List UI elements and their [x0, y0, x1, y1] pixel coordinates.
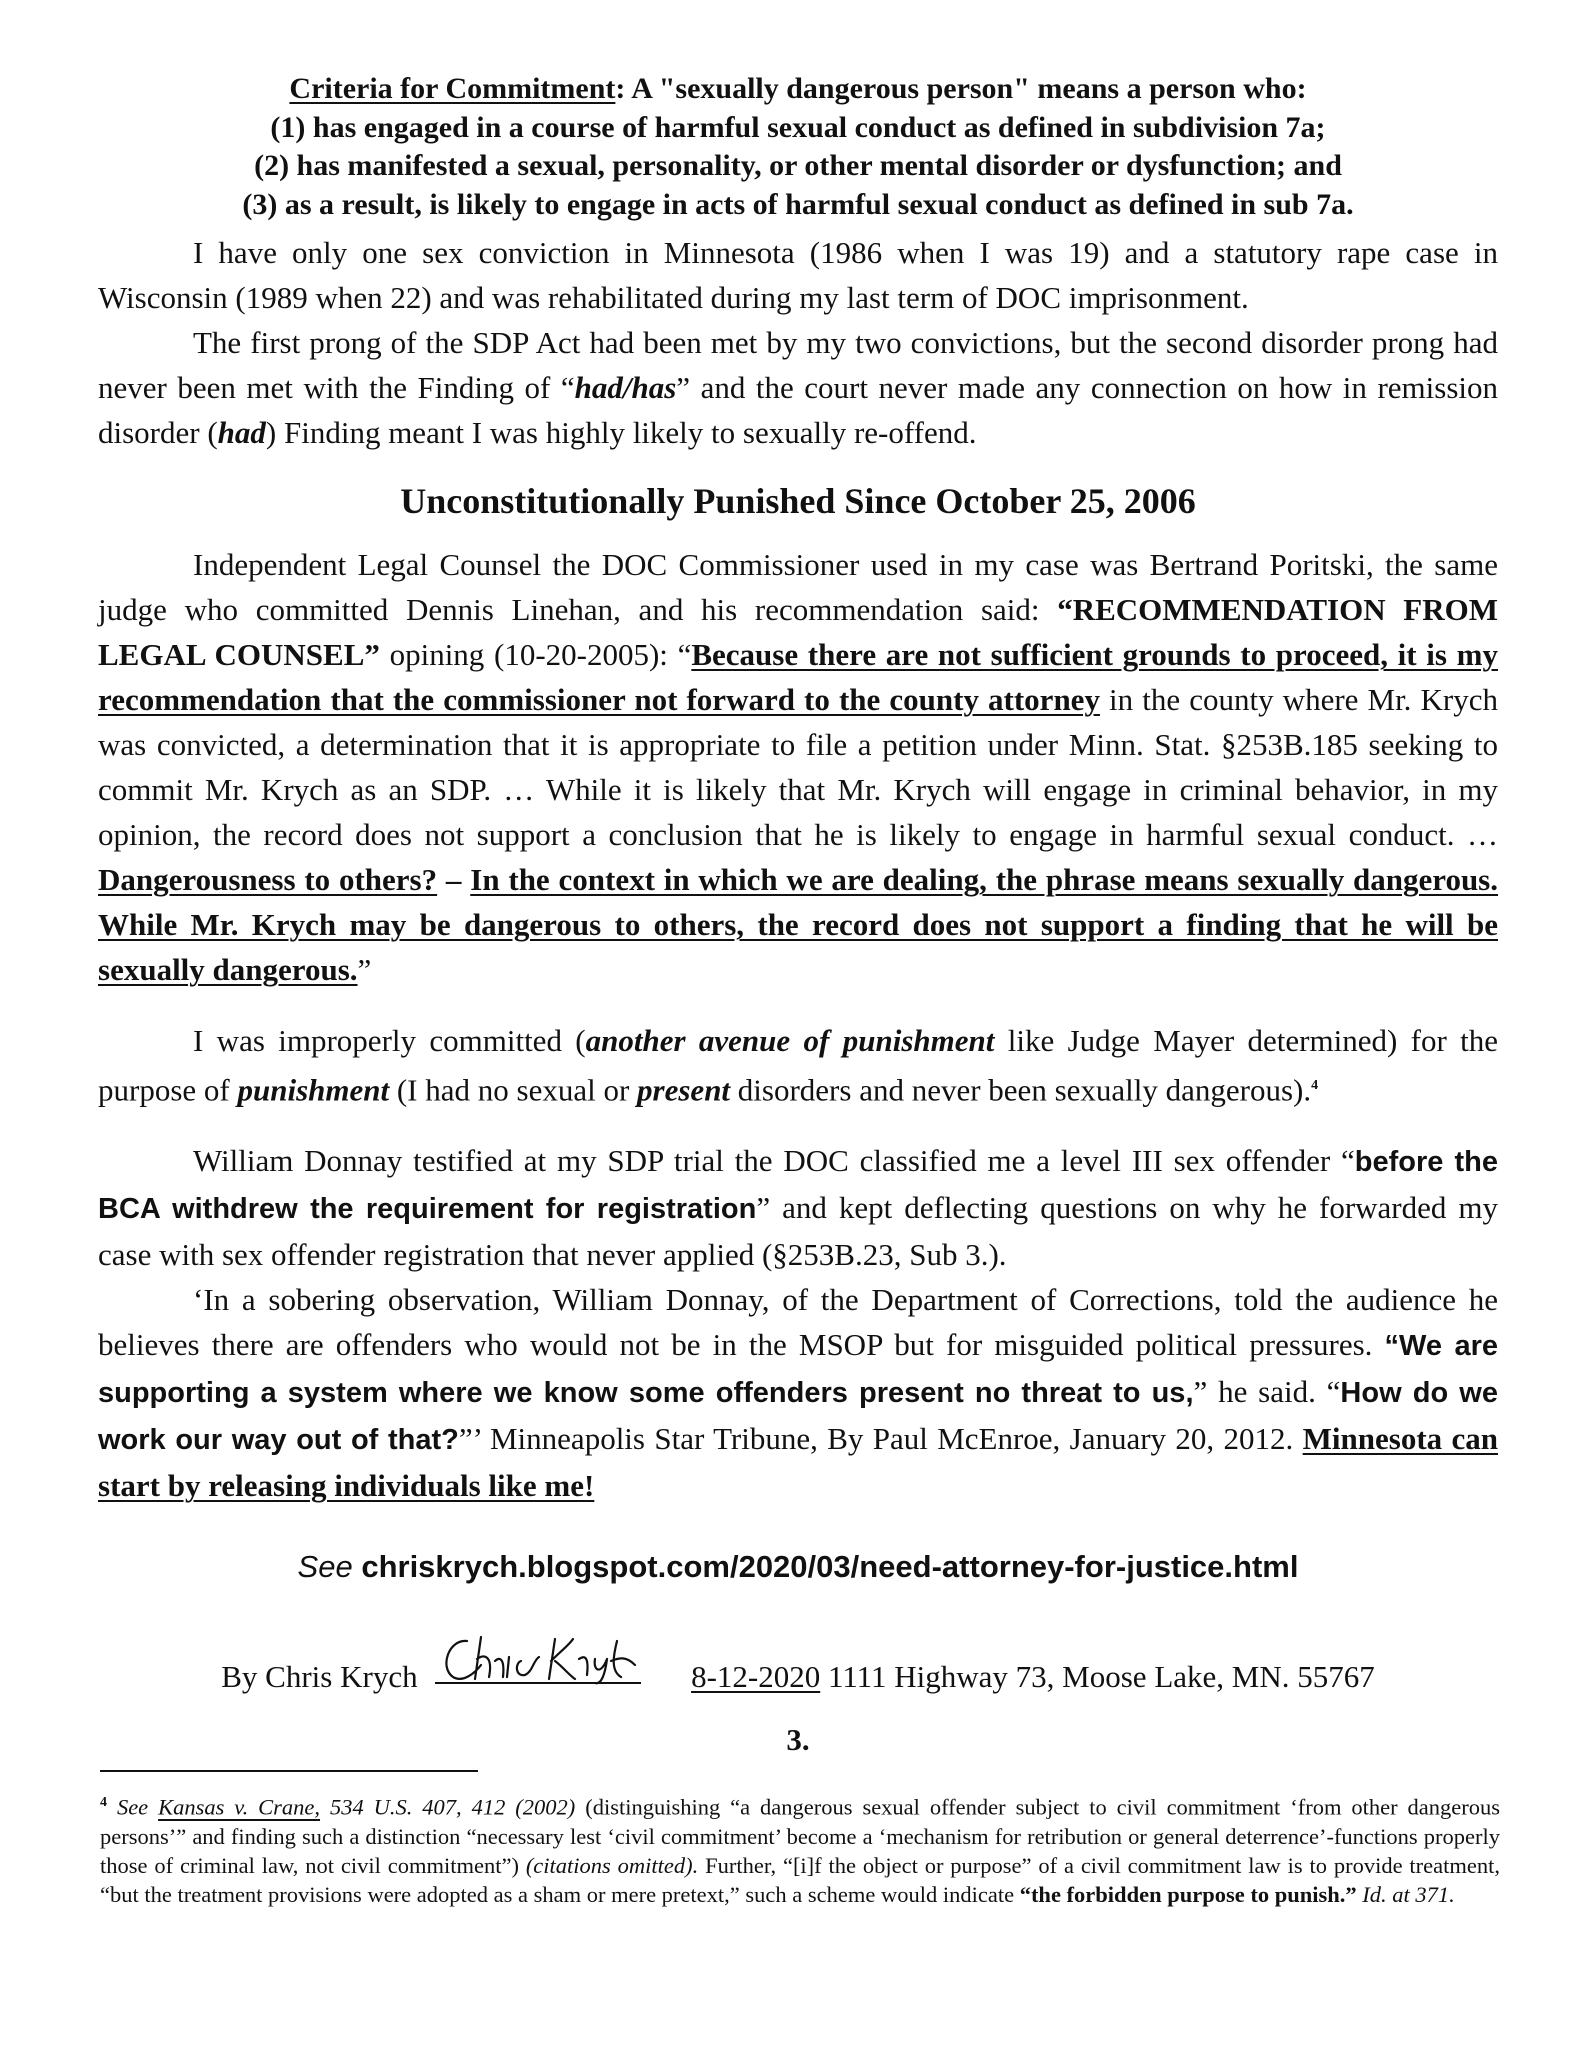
- blog-url[interactable]: chriskrych.blogspot.com/2020/03/need-attorney-for-justice.html: [361, 1549, 1299, 1585]
- fn-forbidden-purpose: “the forbidden purpose to punish.”: [1019, 1881, 1357, 1907]
- paragraph-convictions: I have only one sex conviction in Minnesota (1986 when I was 19) and a statutory rape case in Wisconsin (1989 when 22) and was rehabilitated during my last term of DOC imprisonment.: [98, 235, 1498, 315]
- criteria-item-1: (1) has engaged in a course of harmful sexual conduct as defined in subdivision 7a;: [270, 110, 1326, 144]
- p3-dash: –: [437, 862, 471, 897]
- p3-recommendation-title: “RECOMMENDATION FROM LEGAL COUNSEL”: [98, 592, 1499, 672]
- handwritten-signature: [429, 1627, 679, 1699]
- p6-quote-system: “We are supporting a system where we know some offenders present no threat to us,: [98, 1330, 1499, 1410]
- p6-text-c: ” he said. “: [1193, 1374, 1341, 1410]
- criteria-intro: : A "sexually dangerous person" means a person who:: [615, 72, 1307, 105]
- p2-text-c: ” and the court never made any connection on how in remission disorder (: [98, 370, 1498, 450]
- footnote-separator: [100, 1770, 478, 1772]
- p6-quote-way-out: How do we work our way out of that?: [98, 1377, 1498, 1457]
- p5-text-c: ” and kept deflecting questions on why he forwarded my case with sex offender registration that never applied (§253B.23, Sub 3.).: [98, 1190, 1499, 1273]
- p4-present: present: [637, 1072, 731, 1108]
- section-heading: Unconstitutionally Punished Since October 25, 2006: [400, 481, 1196, 521]
- p5-bca-quote: before the BCA withdrew the requirement for registration: [98, 1146, 1498, 1226]
- signature-date: 8-12-2020: [691, 1659, 821, 1695]
- fn-text-d: (distinguishing “a dangerous sexual offender subject to civil commitment ‘from other dangerous persons’” and finding such a distinction “necessary lest ‘civil commitment’ become a ‘mechanism for retribution or general deterrence’-functions properly those of criminal law, not civil commitment”): [100, 1794, 1501, 1878]
- paragraph-donnay-testimony: [98, 1138, 1498, 1277]
- signed-by-text: By Chris Krych: [221, 1659, 418, 1695]
- paragraph-improperly-committed: [98, 1018, 1498, 1112]
- p3-text-c: opining (10-20-2005): “: [379, 637, 692, 672]
- document-page: [98, 70, 1498, 1762]
- p6-release-call: Minnesota can start by releasing individuals like me!: [98, 1421, 1498, 1504]
- paragraph-star-tribune: [98, 1277, 1498, 1508]
- criteria-block: [98, 70, 1498, 224]
- p3-underlined-recommendation: Because there are not sufficient grounds to proceed, it is my recommendation that the commissioner not forward to the county attorney: [98, 637, 1498, 717]
- p4-text-a: I was improperly committed (: [193, 1023, 586, 1058]
- footnote: [100, 1788, 1500, 1909]
- p4-text-c: like Judge Mayer determined) for the purpose of: [98, 1023, 1499, 1108]
- p6-text-a: ‘In a sobering observation, William Donnay, of the Department of Corrections, told the audience he believes there are offenders who would not be in the MSOP but for misguided political pressures.: [98, 1282, 1498, 1363]
- fn-citation: 534 U.S. 407, 412 (2002): [320, 1794, 576, 1820]
- criteria-item-3: (3) as a result, is likely to engage in acts of harmful sexual conduct as defined in sub 7a.: [242, 187, 1354, 221]
- p4-text-e: (I had no sexual or: [389, 1072, 638, 1108]
- p3-close-quote: ”: [357, 952, 372, 987]
- criteria-item-2: (2) has manifested a sexual, personality, or other mental disorder or dysfunction; and: [254, 149, 1342, 182]
- fn-case-name: Kansas v. Crane,: [158, 1794, 321, 1820]
- p2-text-e: ) Finding meant I was highly likely to sexually re-offend.: [265, 415, 977, 450]
- fn-id-cite: Id. at 371.: [1362, 1881, 1455, 1907]
- p3-context: In the context in which we are dealing, the phrase means sexually dangerous.: [470, 862, 1498, 897]
- paragraph-legal-counsel: [98, 542, 1498, 992]
- fn-citations-omitted: (citations omitted).: [525, 1852, 699, 1878]
- p5-text-a: William Donnay testified at my SDP trial the DOC classified me a level III sex offender “: [193, 1143, 1355, 1179]
- paragraph-sdp-prong: [98, 320, 1498, 455]
- signature-line: [98, 1627, 1498, 1699]
- footnote-reference[interactable]: 4: [1311, 1078, 1319, 1093]
- p3-finding: While Mr. Krych may be dangerous to others, the record does not support a finding that he will be sexually dangerous.: [98, 907, 1498, 987]
- p3-dangerousness: Dangerousness to others?: [98, 862, 438, 897]
- p4-another-avenue: another avenue of punishment: [585, 1023, 995, 1058]
- p6-text-e: ”’ Minneapolis Star Tribune, By Paul McEnroe, January 20, 2012.: [458, 1421, 1303, 1457]
- fn-text-f: Further, “[i]f the object or purpose” of a civil commitment law is to provide treatment, “but the treatment provisions were adopted as a sham or mere pretext,” such a scheme would indicate: [100, 1852, 1500, 1907]
- criteria-label: Criteria for Commitment: [289, 72, 616, 105]
- p4-text-g: disorders and never been sexually dangerous).: [730, 1072, 1312, 1108]
- see-label: See: [297, 1549, 353, 1585]
- p2-had-has: had/has: [574, 370, 677, 405]
- criteria-heading: [98, 70, 1498, 109]
- p3-text-e: in the county where Mr. Krych was convicted, a determination that it is appropriate to file a petition under Minn. Stat. §253B.185 seeking to commit Mr. Krych as an SDP. … While it is likely that Mr. Krych will engage in criminal behavior, in my opinion, the record does not support a conclusion that he is likely to engage in harmful sexual conduct. …: [98, 682, 1498, 852]
- mailing-address: 1111 Highway 73, Moose Lake, MN. 55767: [827, 1659, 1375, 1695]
- footnote-mark: 4: [100, 1795, 107, 1810]
- page-number: 3.: [786, 1722, 810, 1758]
- p2-text-a: The first prong of the SDP Act had been met by my two convictions, but the second disorder prong had never been met with the Finding of “: [98, 325, 1498, 405]
- see-link-line: [98, 1544, 1498, 1589]
- fn-see: See: [116, 1794, 159, 1820]
- p3-text-a: Independent Legal Counsel the DOC Commissioner used in my case was Bertrand Poritski, the same judge who committed Dennis Linehan, and his recommendation said:: [98, 547, 1498, 627]
- signature-drawing: [429, 1627, 679, 1687]
- p4-punishment: punishment: [237, 1072, 390, 1108]
- p2-had: had: [217, 415, 266, 450]
